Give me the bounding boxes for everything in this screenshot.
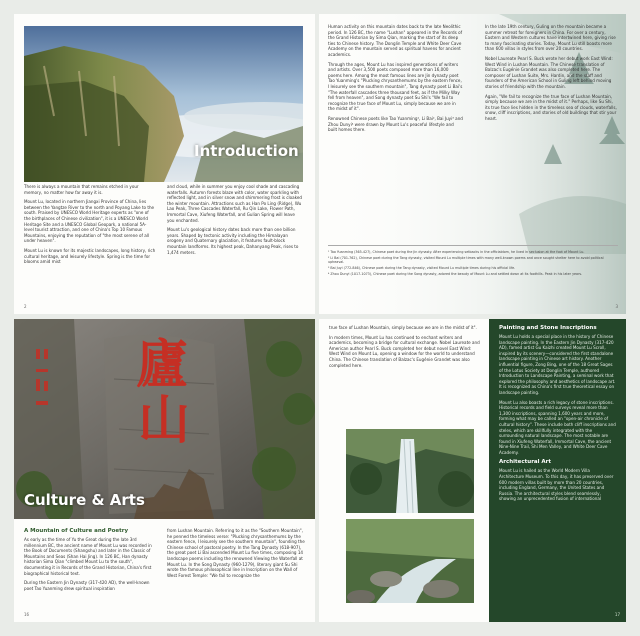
architecture-para: Mount Lu is hailed as the World Modern Villa Architecture Museum. To this day, it has preserved over 600 modern villas built by more than 20 countries, including England, Germany, the United States and Russia. The architectural styles blend seamlessly, showing an unprecedented fusion of international <box>499 468 614 502</box>
intro-para: and cloud, while in summer you enjoy cool shade and cascading waterfalls. Autumn forests blaze with color, water sparkling with reflected light, and in silver snow and shimmering frost is cloaked the winter mountain. Attractions such as Han Po Ling (Ridge), Wu Lao Peak, Three Cascades Waterfall, Ru Qin Lake, Flower Path, Immortal Cave, Xiufeng Waterfall, and Gulian Spring will leave you enchanted. <box>167 184 302 223</box>
page-number: 2 <box>24 304 27 309</box>
intro-para: Nobel Laureate Pearl S. Buck wrote her debut work East Wind: West Wind in Lushan Mountain. The Chinese translation of Balzac's Eugénie Grandet was also completed here. The composer of Lushan Suite, Mrs. Hardin, and the staff and founders of the American School in Guling left behind moving stories of friendship with the mountain. <box>485 55 613 89</box>
footnotes <box>328 242 618 278</box>
culture-right-col-1 <box>329 325 481 372</box>
culture-para: As early as the time of Yu the Great during the late 3rd millennium BC, the ancient name of Mount Lu was recorded in the Book of Documents (Shangshu) and later in the Classic of Mountains and Seas (Shan Hai Jing). In 126 BC, Han dynasty historian Sima Qian "climbed Mount Lu to the south", documenting it in Records of the Grand Historian, China's first biographical historical text. <box>24 537 152 576</box>
mountain-cliff-photo <box>24 26 303 182</box>
stone-inscription-photo <box>14 319 315 519</box>
culture-para: During the Eastern Jin Dynasty (317-420 AD), the well-known poet Tao Yuanming drew spiritual inspiration <box>24 580 150 591</box>
intro-right-col-1 <box>328 24 463 137</box>
section-heading-painting: Painting and Stone Inscriptions <box>499 325 597 331</box>
intro-para: Mount Lu, located in northern Jiangxi Province of China, lies between the Yangtze River to the north and Poyang Lake to the south. Praised by UNESCO World Heritage experts as "one of the birthplaces of Chinese civilization", it is a UNESCO World Heritage Site and a UNESCO Global Geopark, a national 5A-level tourist attraction, and one of China's Top 10 Famous Mountains, enjoying the reputation of "the most serene of all under heaven". <box>24 199 155 244</box>
culture-arts-title: Culture & Arts <box>24 491 145 509</box>
intro-left-col-2 <box>167 184 303 259</box>
inscription-character: 山 <box>138 390 191 451</box>
stream-rocks-photo <box>346 519 474 603</box>
intro-para: Human activity on this mountain dates back to the late Neolithic period. In 126 BC, the name "Lushan" appeared in the Records of the Grand Historian by Sima Qian, marking the start of its deep ties to Chinese history. The Donglin Temple and White Deer Cave Academy on the mountain served as spiritual havens for ancient academics. <box>328 24 463 57</box>
intro-para: In the late 19th century, Guling on the mountain became a summer retreat for foreigners in China. For over a century, Eastern and Western cultures have intertwined here, giving rise to many fascinating stories. Today, Mount Lu still boasts more than 600 villas in styles from over 20 countries. <box>485 24 616 52</box>
intro-para: Mount Lu's geological history dates back more than one billion years. Shaped by tectonic activity including the Himalayan orogeny and Quaternary glaciation, it features fault-block mountain landforms. Its highest peak, Dahanyang Peak, rises to 1,474 meters. <box>167 227 299 255</box>
culture-para: true face of Lushan Mountain, simply because we are in the midst of it". <box>329 325 477 330</box>
intro-para: Mount Lu is known for its majestic landscapes, long history, rich cultural heritage, and leisurely lifestyle. Spring is the time for blooms amid mist <box>24 247 156 265</box>
footnote: ¹ Tao Yuanming (365-427), Chinese poet during the Jin dynasty. After experiencing setbacks in the officialdom, he lived in seclusion at the foot of Mount Lu. <box>328 249 585 254</box>
intro-para: There is always a mountain that remains etched in your memory, no matter how far away it is. <box>24 184 139 195</box>
green-info-panel <box>489 319 626 622</box>
intro-para: Renowned Chinese poets like Tao Yuanming¹, Li Bai², Bai Juyi³ and Zhou Dunyi⁴ were drawn by Mount Lu's peaceful lifestyle and built homes there. <box>328 115 463 133</box>
footnote: ³ Bai Juyi (772-846), Chinese poet during the Tang dynasty, visited Mount Lu multiple times during his official life. <box>328 266 516 271</box>
section-heading-architecture: Architectural Art <box>499 459 552 466</box>
waterfall-photo <box>346 429 474 513</box>
intro-left-col-1 <box>24 184 156 269</box>
page-number: 17 <box>614 612 620 617</box>
culture-para: from Lushan Mountain. Referring to it as the "Southern Mountain", he penned the timeless verse: "Plucking chrysanthemums by the eastern fence, I leisurely see the southern mountain", founding the Chinese school of pastoral poetry. In the Tang Dynasty (618-907), the great poet Li Bai ascended Mount Lu five times, composing 14 landscape poems including the renowned Viewing the Waterfall at Mount Lu. In the Song Dynasty (960-1279), literary giant Su Shi wrote the famous philosophical line in Inscription on the Wall of West Forest Temple: "We fail to recognize the <box>167 528 305 578</box>
intro-para: Through the ages, Mount Lu has inspired generations of writers and artists. Over 3,500 poets composed more than 16,000 poems here. Among the most famous lines are Jin dynasty poet Tao Yuanming's "Plucking chrysanthemums by the eastern fence, I leisurely see the southern mountain", Tang dynasty poet Li Bai's "The waterfall cascades three thousand feet, as if the Milky Way fell from heaven", and Song dynasty poet Su Shi's "We fail to recognize the true face of Mount Lu, simply because we are in the midst of it". <box>328 61 463 112</box>
intro-para: Again, "We fail to recognize the true face of Lushan Mountain, simply because we are in the midst of it." Perhaps, like Su Shi, its true face lies hidden in the timeless sea of clouds, waterfalls, snow, cliff inscriptions, and stories of old buildings that stir your heart. <box>485 93 617 121</box>
painting-para: Mount Lu holds a special place in the history of Chinese landscape painting. In the Eastern Jin Dynasty (317-420 AD), famed artist Gu Kaizhi created Mount Lu Scroll, inspired by its scenery—considered the first standalone landscape painting in Chinese art history. Another influential figure, Zong Bing, one of the 18 Great Sages of the Lotus Society at Donglin Temple, authored Introduction to Landscape Painting, a seminal work that explored the philosophy and aesthetics of landscape art. It is recognized as China's first true theoretical essay on landscape painting. <box>499 334 616 395</box>
intro-right-col-2 <box>485 24 618 126</box>
painting-para: Mount Lu also boasts a rich legacy of stone inscriptions. Historical records and field surveys reveal more than 1,300 inscriptions, spanning 1,600 years and more, forming what may be called an "open-air chronicle of cultural history". These include both cliff inscriptions and steles, which are skillfully integrated with the surrounding natural landscape. The most notable are found in Xiufeng Waterfall, Immortal Cave, the ancient Nine-Nine Trail, Shi Men Valley, and White Deer Cave Academy. <box>499 399 616 455</box>
page-introduction-left <box>14 14 315 314</box>
culture-left-col-2 <box>167 528 305 582</box>
culture-para: In modern times, Mount Lu has continued to enchant writers and academics, becoming a bridge for cultural exchange. Nobel Laureate and American author Pearl S. Buck completed her debut novel East Wind: West Wind on Mount Lu, opening a window for the world to understand China. The Chinese translation of Balzac's Eugénie Grandet was also completed here. <box>329 334 480 368</box>
section-heading-culture-poetry: A Mountain of Culture and Poetry <box>24 528 129 534</box>
culture-left-col-1 <box>24 528 158 595</box>
page-number: 3 <box>615 304 618 309</box>
page-culture-right <box>319 319 626 622</box>
footnote: ² Li Bai (701-762), Chinese poet during the Tang dynasty, visited Mount Lu multiple times with many well-known poems and once sought shelter here to avoid political upheaval. <box>328 255 604 265</box>
page-number: 16 <box>24 612 30 617</box>
footnote: ⁴ Zhou Dunyi (1017-1073), Chinese poet during the Song dynasty, adored the beauty of Mount Lu and settled down at its foothills. Peak in his later years. <box>328 272 583 277</box>
page-introduction-right <box>319 14 626 314</box>
introduction-title: Introduction <box>194 142 299 160</box>
page-culture-left <box>14 319 315 622</box>
footnote-divider <box>328 245 618 246</box>
inscription-character: 廬 <box>136 334 189 395</box>
